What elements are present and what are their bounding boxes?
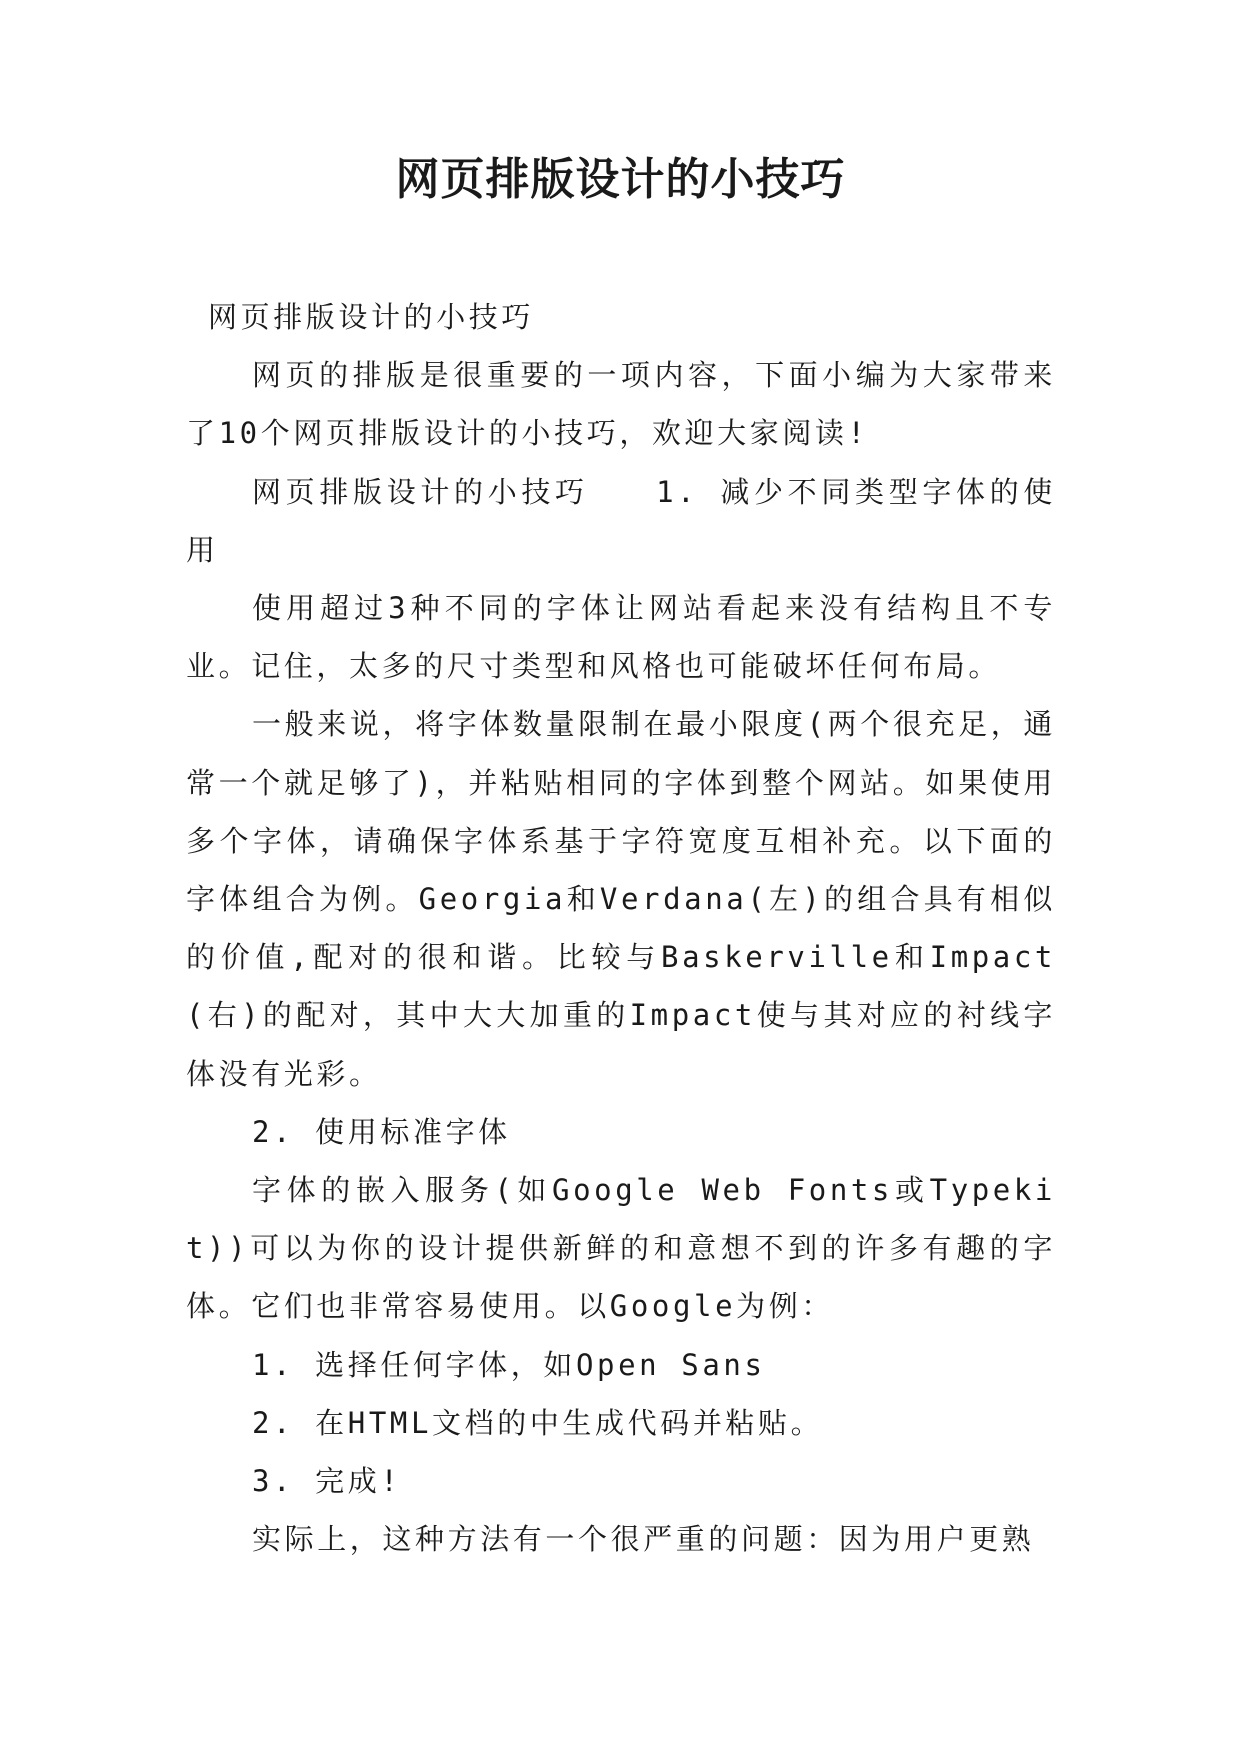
section-heading-1: 网页排版设计的小技巧 1. 减少不同类型字体的使用 [186,474,1056,567]
list-item: 3. 完成! [252,1464,402,1499]
body-paragraph: 实际上，这种方法有一个很严重的问题：因为用户更熟 [252,1522,1035,1557]
document-body [186,288,1056,1568]
intro-paragraph: 网页的排版是很重要的一项内容，下面小编为大家带来了10个网页排版设计的小技巧，欢迎大家阅读! [186,358,1056,451]
list-item: 2. 在HTML文档的中生成代码并粘贴。 [252,1405,824,1440]
document-title: 网页排版设计的小技巧 [395,154,846,205]
body-paragraph: 使用超过3种不同的字体让网站看起来没有结构且不专业。记住，太多的尺寸类型和风格也可能破坏任何布局。 [186,591,1056,684]
subtitle-paragraph: 网页排版设计的小技巧 [208,300,535,334]
body-paragraph: 字体的嵌入服务(如Google Web Fonts或Typekit))可以为你的设计提供新鲜的和意想不到的许多有趣的字体。它们也非常容易使用。以Google为例： [186,1173,1056,1324]
list-item: 1. 选择任何字体，如Open Sans [252,1347,766,1382]
body-paragraph: 一般来说，将字体数量限制在最小限度(两个很充足，通常一个就足够了)，并粘贴相同的字体到整个网站。如果使用多个字体，请确保字体系基于字符宽度互相补充。以下面的字体组合为例。Georgia和Verdana(左)的组合具有相似的价值,配对的很和谐。比较与Baskerville和Impact(右)的配对，其中大大加重的Impact使与其对应的衬线字体没有光彩。 [186,707,1056,1091]
section-heading-2: 2. 使用标准字体 [252,1114,511,1149]
